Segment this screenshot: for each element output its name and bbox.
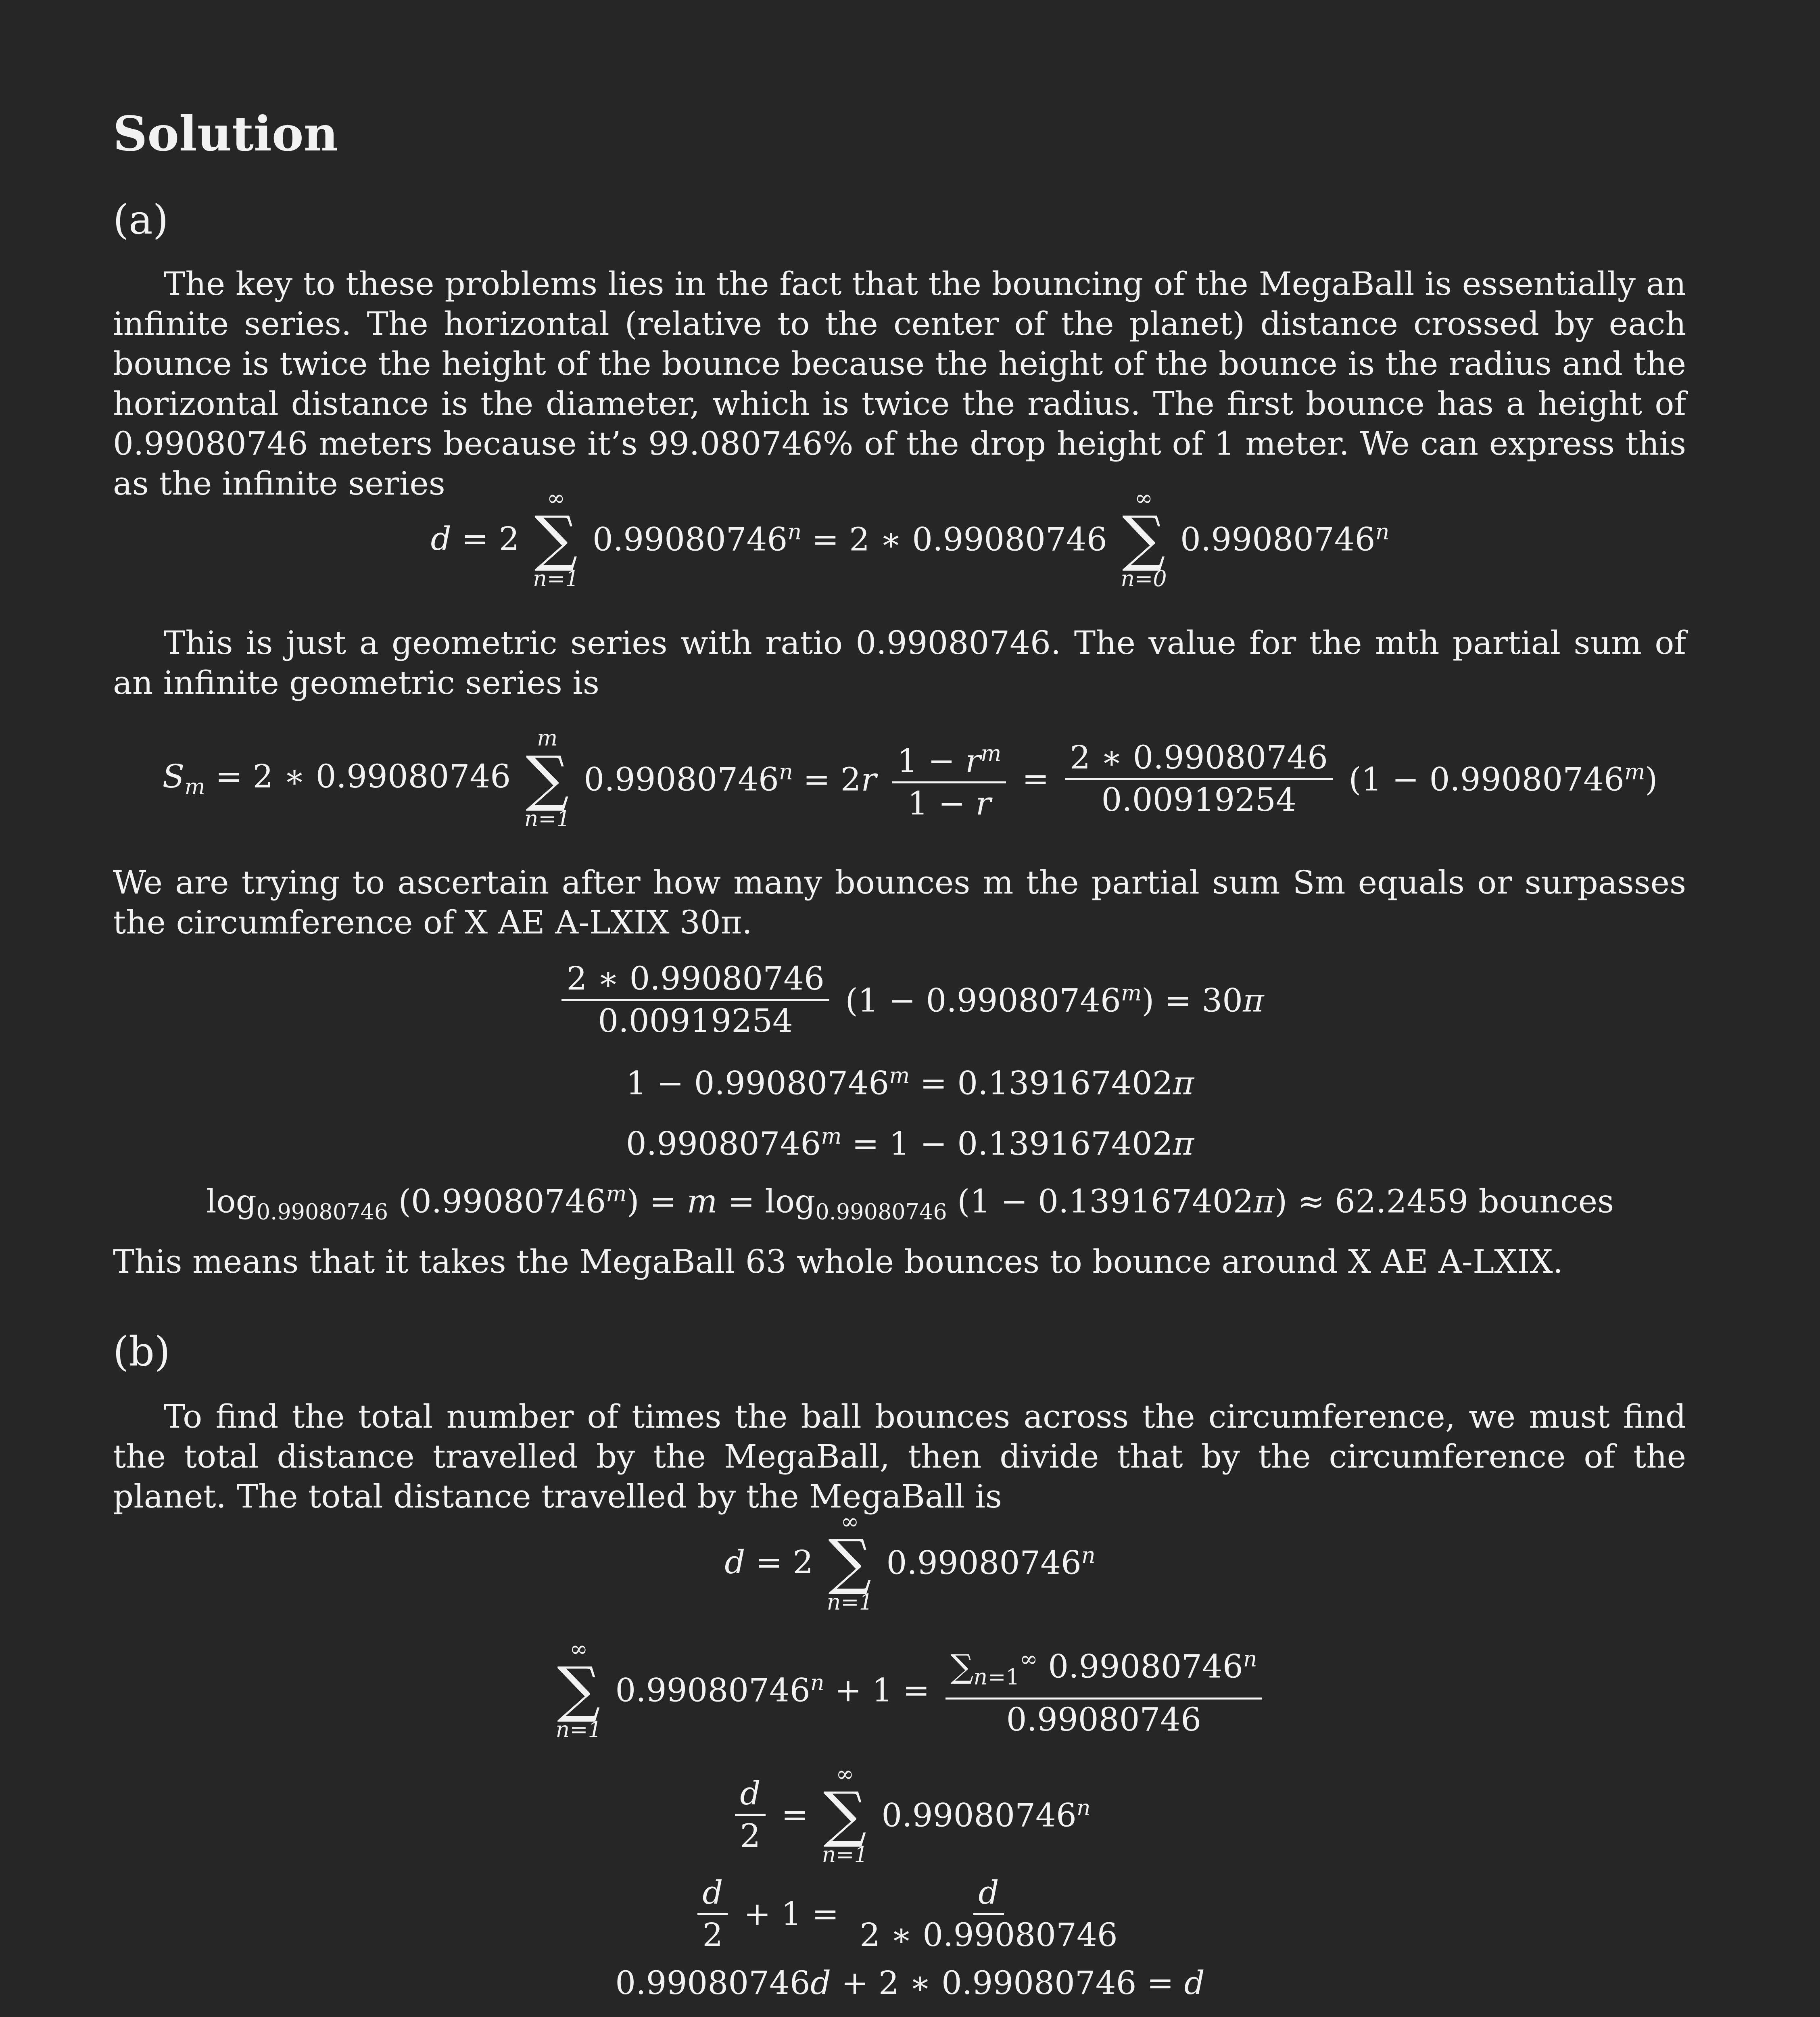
equation-solve-1: $\frac{2 ∗ 0.99080746}{0.00919254}$ $(1 - 0.99080746^m) = 30\pi$ — [0, 958, 1820, 1041]
equation-b-3: $\frac{d}{2}$ = ∞ ∑ n=1 0.99080746$^n$ — [0, 1762, 1820, 1867]
equation-b-2: ∞ ∑ n=1 $0.99080746^n + 1$ = $\frac{\sum_{n=1}^\infty 0.99080746^n}{0.99080746}$ — [0, 1637, 1820, 1742]
equation-b-5: 0.99080746d + 2 ∗ 0.99080746 = d — [615, 1964, 1205, 2002]
page-title: Solution — [113, 106, 338, 162]
part-a-paragraph-2: This is just a geometric series with ratio 0.99080746. The value for the mth partial sum of an infinite geometric series is — [113, 624, 1686, 702]
equation-solve-2: $1 - 0.99080746^m = 0.139167402\pi$ — [626, 1063, 1194, 1102]
part-b-paragraph-1: To find the total number of times the ball bounces across the circumference, we must find the total distance travelled by the MegaBall, then divide that by the circumference of the planet. The total distance travelled by the MegaBall is — [113, 1398, 1686, 1515]
part-b-heading: (b) — [113, 1328, 171, 1375]
equation-solve-3: $0.99080746^m = 1 - 0.139167402\pi$ — [626, 1123, 1194, 1163]
equation-b-1: d = 2 ∞ ∑ n=1 0.99080746$^n$ — [724, 1509, 1096, 1615]
equation-partial-sum: $S_m = 2$ ∗ 0.99080746 m ∑ n=1 $0.99080746^n = 2r$ $\frac{1 - r^m}{1 - r}$ = $\frac{2 ∗ 0.99080746}{0.00919254}$ $(1 - 0.99080746^m)$ — [162, 725, 1658, 831]
part-a-paragraph-3: We are trying to ascertain after how many bounces m the partial sum Sm equals or surpasses the circumference of X AE A-LXIX 30π. — [113, 864, 1686, 941]
equation-solve-4: $\log_{0.99080746} (0.99080746^m) = m = \log_{0.99080746} (1 - 0.139167402\pi) \approx 62.2459$ bounces — [206, 1181, 1614, 1225]
part-a-heading: (a) — [113, 196, 169, 243]
part-a-paragraph-1: The key to these problems lies in the fact that the bouncing of the MegaBall is essentially an infinite series. The horizontal (relative to the center of the planet) distance crossed by each bounce is twice the height of the bounce because the height of the bounce is the radius and the horizontal distance is the diameter, which is twice the radius. The first bounce has a height of 0.99080746 meters because it’s 99.080746% of the drop height of 1 meter. We can express this as the infinite series — [113, 265, 1686, 502]
part-a-paragraph-4: This means that it takes the MegaBall 63 whole bounces to bounce around X AE A-LXIX. — [113, 1243, 1563, 1280]
equation-b-4: $\frac{d}{2}$ + 1 = $\frac{d}{2 ∗ 0.99080746}$ — [0, 1873, 1820, 1955]
equation-series-d: d = 2 ∞ ∑ n=1 $0.99080746^n = 2$ ∗ 0.99080746 ∞ ∑ n=0 0.99080746$^n$ — [430, 485, 1390, 591]
